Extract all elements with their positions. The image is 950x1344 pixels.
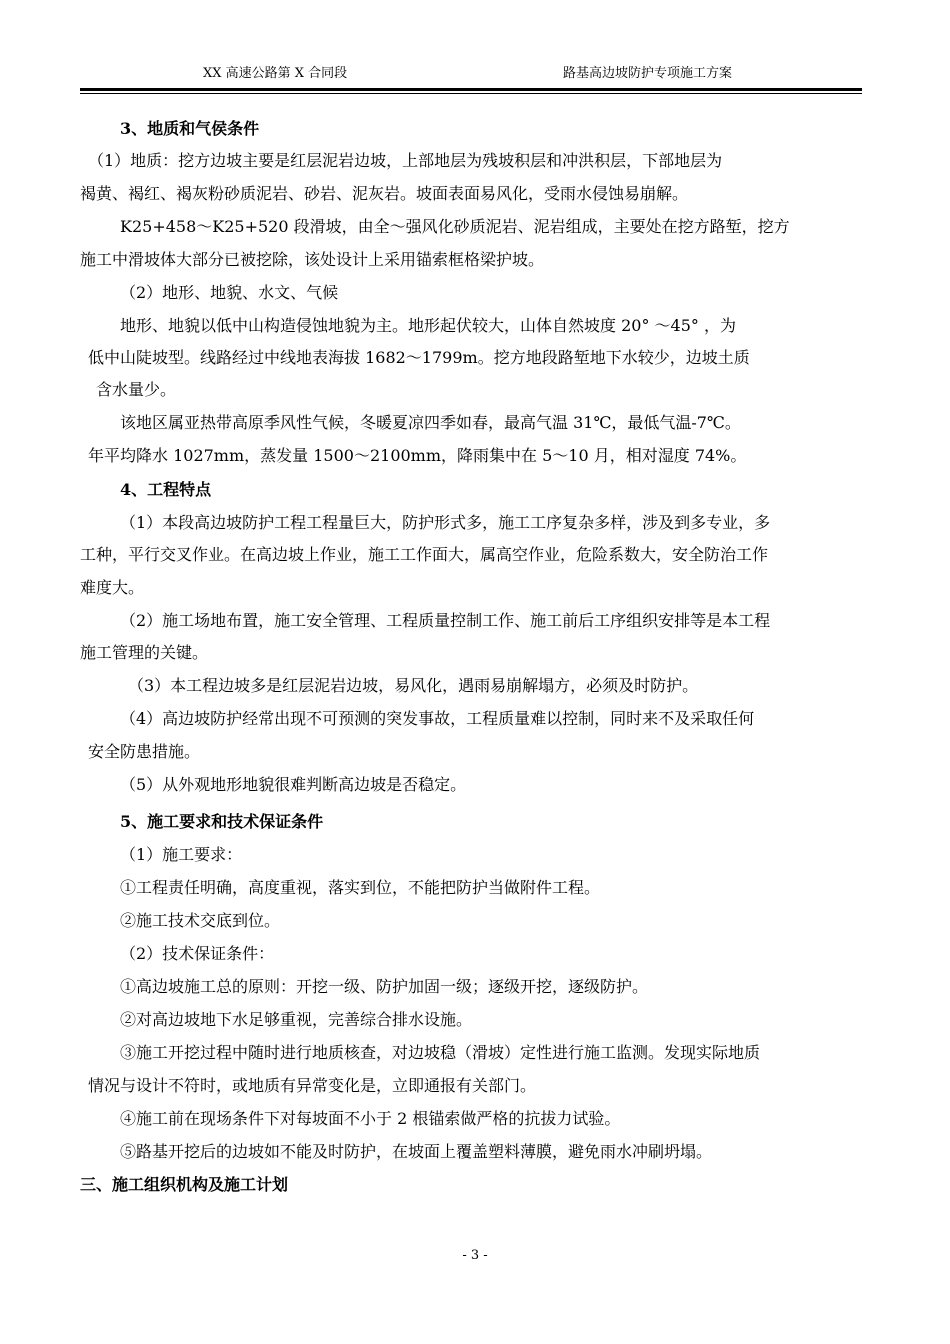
chapter-heading: 三、施工组织机构及施工计划: [80, 1175, 289, 1194]
paragraph-line: ①工程责任明确，高度重视，落实到位，不能把防护当做附件工程。: [120, 878, 601, 897]
section-heading: 5、施工要求和技术保证条件: [120, 812, 324, 831]
header-project-name: XX 高速公路第 X 合同段: [203, 66, 348, 81]
paragraph-line: 该地区属亚热带高原季风性气候，冬暖夏凉四季如春，最高气温 31℃，最低气温-7℃。: [120, 413, 741, 432]
paragraph-line: （2）技术保证条件：: [120, 944, 275, 963]
paragraph-line: 低中山陡坡型。线路经过中线地表海拔 1682～1799m。挖方地段路堑地下水较少，边坡土质: [88, 348, 750, 367]
header-document-title: 路基高边坡防护专项施工方案: [563, 66, 733, 81]
paragraph-line: ②施工技术交底到位。: [120, 911, 281, 930]
paragraph-line: ③施工开挖过程中随时进行地质核查，对边坡稳（滑坡）定性进行施工监测。发现实际地质: [120, 1043, 761, 1062]
paragraph-line: 工种，平行交叉作业。在高边坡上作业，施工工作面大，属高空作业，危险系数大，安全防治工作: [80, 545, 769, 564]
paragraph-line: （2）施工场地布置，施工安全管理、工程质量控制工作、施工前后工序组织安排等是本工程: [120, 611, 771, 630]
paragraph-line: ②对高边坡地下水足够重视，完善综合排水设施。: [120, 1010, 473, 1029]
paragraph-line: ①高边坡施工总的原则：开挖一级、防护加固一级；逐级开挖，逐级防护。: [120, 977, 649, 996]
paragraph-line: 安全防患措施。: [88, 742, 201, 761]
page-number: - 3 -: [462, 1248, 488, 1263]
paragraph-line: 施工管理的关键。: [80, 643, 209, 662]
paragraph-line: （3）本工程边坡多是红层泥岩边坡，易风化，遇雨易崩解塌方，必须及时防护。: [128, 676, 699, 695]
paragraph-line: K25+458～K25+520 段滑坡，由全～强风化砂质泥岩、泥岩组成，主要处在挖方路堑，挖方: [120, 217, 790, 236]
header-rule-thick: [80, 88, 862, 91]
paragraph-line: （1）施工要求：: [120, 845, 243, 864]
paragraph-line: （1）地质：挖方边坡主要是红层泥岩边坡，上部地层为残坡积层和冲洪积层，下部地层为: [88, 151, 723, 170]
paragraph-line: 含水量少。: [96, 380, 177, 399]
paragraph-line: （5）从外观地形地貌很难判断高边坡是否稳定。: [120, 775, 467, 794]
paragraph-line: ④施工前在现场条件下对每坡面不小于 2 根锚索做严格的抗拔力试验。: [120, 1109, 621, 1128]
paragraph-line: ⑤路基开挖后的边坡如不能及时防护，在坡面上覆盖塑料薄膜，避免雨水冲刷坍塌。: [120, 1142, 713, 1161]
header-rule-thin: [80, 93, 862, 94]
section-heading: 3、地质和气侯条件: [120, 119, 260, 138]
paragraph-line: 施工中滑坡体大部分已被挖除，该处设计上采用锚索框格梁护坡。: [80, 250, 545, 269]
paragraph-line: 地形、地貌以低中山构造侵蚀地貌为主。地形起伏较大，山体自然坡度 20° ～45° ，为: [120, 316, 736, 335]
paragraph-line: 年平均降水 1027mm，蒸发量 1500～2100mm，降雨集中在 5～10 月，相对湿度 74%。: [88, 446, 747, 465]
section-heading: 4、工程特点: [120, 480, 212, 499]
paragraph-line: 情况与设计不符时，或地质有异常变化是，立即通报有关部门。: [88, 1076, 537, 1095]
paragraph-line: （2）地形、地貌、水文、气候: [120, 283, 339, 302]
paragraph-line: 难度大。: [80, 578, 145, 597]
paragraph-line: 褐黄、褐红、褐灰粉砂质泥岩、砂岩、泥灰岩。坡面表面易风化，受雨水侵蚀易崩解。: [80, 184, 689, 203]
paragraph-line: （4）高边坡防护经常出现不可预测的突发事故，工程质量难以控制，同时来不及采取任何: [120, 709, 755, 728]
paragraph-line: （1）本段高边坡防护工程工程量巨大，防护形式多，施工工序复杂多样，涉及到多专业，多: [120, 513, 771, 532]
